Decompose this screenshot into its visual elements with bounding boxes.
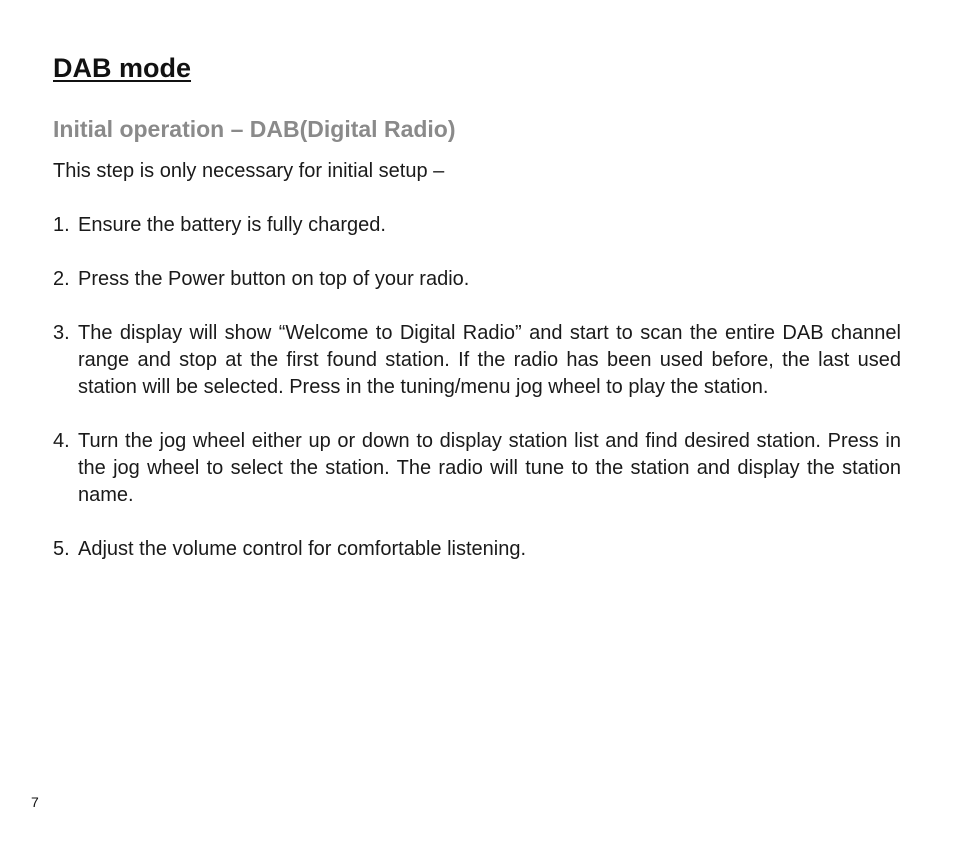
step-text: Turn the jog wheel either up or down to display station list and find desired station. Press in the jog wheel to select the station. The radio will tune to the station and display the station name. <box>78 430 901 506</box>
step-number: 2. <box>53 268 70 290</box>
step-number: 5. <box>53 538 70 560</box>
step-number: 1. <box>53 214 70 236</box>
step-number: 3. <box>53 322 70 344</box>
list-item <box>53 212 901 239</box>
step-text: Adjust the volume control for comfortable listening. <box>78 538 526 560</box>
step-number: 4. <box>53 430 70 452</box>
step-text: The display will show “Welcome to Digital Radio” and start to scan the entire DAB channel range and stop at the first found station. If the radio has been used before, the last used station will be selected. Press in the tuning/menu jog wheel to play the station. <box>78 322 901 398</box>
section-subtitle: Initial operation – DAB(Digital Radio) <box>53 116 456 142</box>
step-text: Ensure the battery is fully charged. <box>78 214 386 236</box>
page-title: DAB mode <box>53 53 192 83</box>
list-item <box>53 266 901 293</box>
list-item <box>53 536 901 563</box>
page-number: 7 <box>31 794 39 810</box>
list-item <box>53 320 901 401</box>
setup-steps-list <box>53 212 901 590</box>
list-item <box>53 428 901 509</box>
step-text: Press the Power button on top of your radio. <box>78 268 470 290</box>
intro-text: This step is only necessary for initial setup – <box>53 160 445 182</box>
